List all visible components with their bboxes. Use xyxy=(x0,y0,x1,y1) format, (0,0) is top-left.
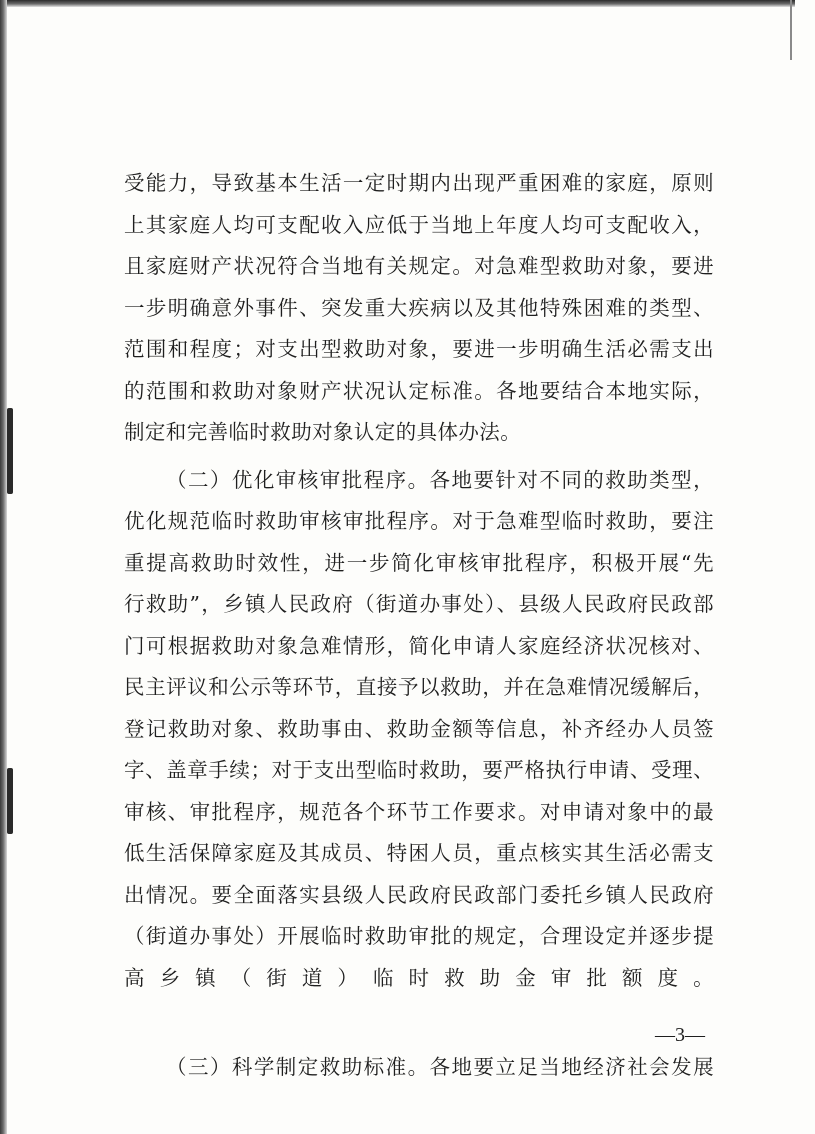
text-line: 重提高救助时效性，进一步简化审核审批程序，积极开展“先 xyxy=(124,550,714,575)
text-line: 民主评议和公示等环节，直接予以救助，并在急难情况缓解后， xyxy=(124,675,714,699)
section-heading-line: （二）优化审核审批程序。各地要针对不同的救助类型， xyxy=(166,467,714,492)
text-line: 出情况。要全面落实县级人民政府民政部门委托乡镇人民政府 xyxy=(124,882,714,907)
body-text xyxy=(124,163,714,1088)
text-line: （街道办事处）开展临时救助审批的规定，合理设定并逐步提 xyxy=(124,924,714,948)
text-line: 上其家庭人均可支配收入应低于当地上年度人均可支配收入， xyxy=(124,212,714,237)
text-line: 登记救助对象、救助事由、救助金额等信息，补齐经办人员签 xyxy=(124,716,714,741)
scan-edge-top xyxy=(0,0,795,7)
text-line: 门可根据救助对象急难情形，简化申请人家庭经济状况核对、 xyxy=(124,633,714,658)
text-line xyxy=(124,999,714,1041)
binder-hole-mark xyxy=(7,768,13,834)
text-line: 制定和完善临时救助对象认定的具体办法。 xyxy=(124,420,522,444)
text-line: 高乡镇（街道）临时救助金审批额度。 xyxy=(124,965,714,990)
binder-hole-mark xyxy=(7,408,13,494)
text-line: 优化规范临时救助审核审批程序。对于急难型临时救助，要注 xyxy=(124,509,714,533)
text-line: 行救助”，乡镇人民政府（街道办事处）、县级人民政府民政部 xyxy=(124,592,714,616)
text-line: 受能力，导致基本生活一定时期内出现严重困难的家庭，原则 xyxy=(124,171,714,195)
page-number: —3— xyxy=(655,1024,705,1046)
text-line: 且家庭财产状况符合当地有关规定。对急难型救助对象，要进 xyxy=(124,254,714,278)
text-line: 字、盖章手续；对于支出型临时救助，要严格执行申请、受理、 xyxy=(124,758,714,782)
text-line: 范围和程度；对支出型救助对象，要进一步明确生活必需支出 xyxy=(124,337,714,361)
text-line: 审核、审批程序，规范各个环节工作要求。对申请对象中的最 xyxy=(124,799,714,824)
scan-edge-left xyxy=(0,0,7,1134)
text-line: 一步明确意外事件、突发重大疾病以及其他特殊困难的类型、 xyxy=(124,295,714,320)
section-heading-line: （三）科学制定救助标准。各地要立足当地经济社会发展 xyxy=(166,1054,714,1079)
text-line: 的范围和救助对象财产状况认定标准。各地要结合本地实际， xyxy=(124,378,714,403)
scan-shadow-right xyxy=(790,0,792,60)
text-line: 低生活保障家庭及其成员、特困人员，重点核实其生活必需支 xyxy=(124,841,714,865)
